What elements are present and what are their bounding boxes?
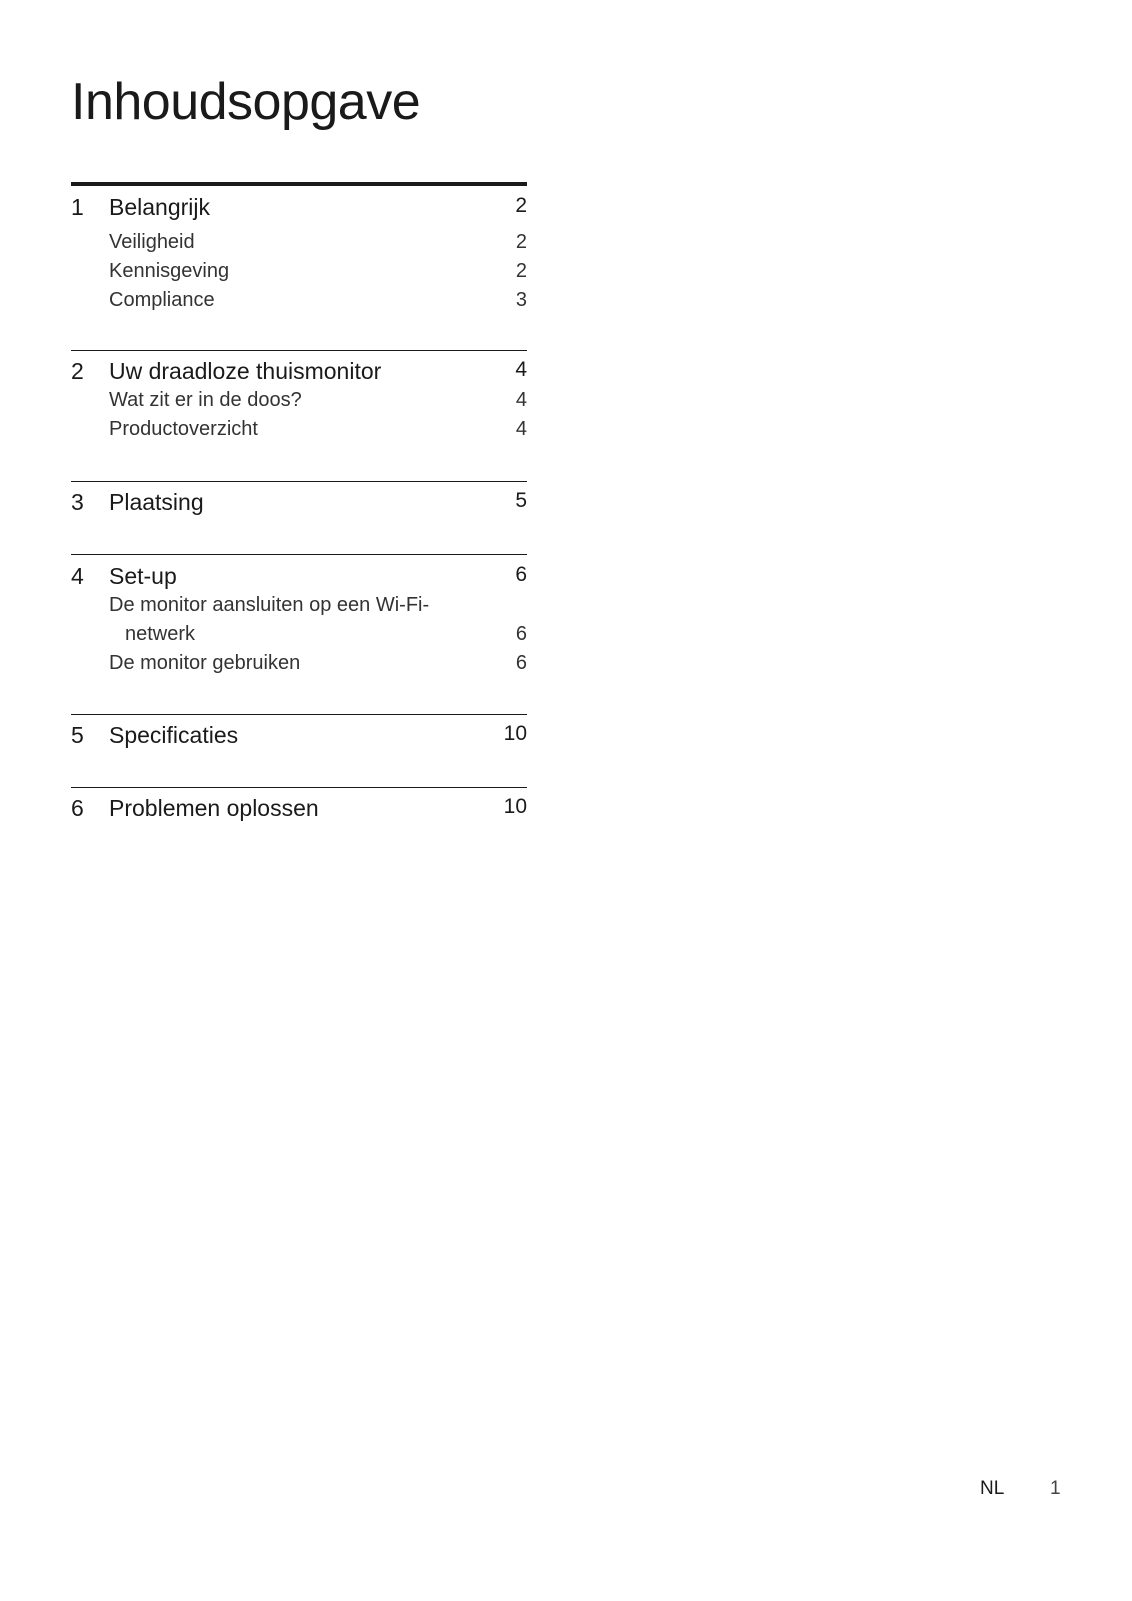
toc-entry-plaatsing[interactable] (71, 489, 527, 519)
section-title: Set-up (109, 563, 177, 589)
toc-section-6 (71, 787, 527, 838)
page-number: 6 (515, 652, 527, 674)
toc-subentry-kennisgeving[interactable] (71, 260, 527, 286)
toc-entry-specificaties[interactable] (71, 722, 527, 752)
subsection-title: De monitor aansluiten op een Wi-Fi- (109, 594, 430, 616)
subsection-title: Productoverzicht (109, 418, 258, 440)
section-number: 4 (71, 563, 84, 589)
toc-section-1 (71, 182, 527, 350)
toc-section-3 (71, 481, 527, 554)
toc-entry-set-up[interactable] (71, 563, 527, 593)
toc-subentry-monitor-aansluiten-wifi[interactable] (71, 594, 527, 650)
page-number: 2 (515, 194, 527, 217)
toc-subentry-veiligheid[interactable] (71, 231, 527, 257)
toc-section-5 (71, 714, 527, 787)
subsection-title: Veiligheid (109, 231, 195, 253)
page-number: 10 (503, 722, 527, 745)
table-of-contents (71, 182, 527, 838)
page-number: 3 (515, 289, 527, 311)
subsection-title-continuation: netwerk (125, 623, 196, 645)
toc-entry-uw-draadloze-thuismonitor[interactable] (71, 358, 527, 388)
subsection-title: De monitor gebruiken (109, 652, 301, 674)
footer-page-number: 1 (1050, 1478, 1061, 1499)
section-number: 5 (71, 722, 84, 748)
toc-subentry-productoverzicht[interactable] (71, 418, 527, 444)
page-number: 4 (515, 389, 527, 411)
toc-subentry-monitor-gebruiken[interactable] (71, 652, 527, 678)
section-title: Specificaties (109, 722, 239, 748)
section-title: Problemen oplossen (109, 795, 319, 821)
page-number: 6 (515, 563, 527, 586)
page-title: Inhoudsopgave (71, 73, 421, 131)
section-number: 6 (71, 795, 84, 821)
toc-subentry-wat-zit-er-in-de-doos[interactable] (71, 389, 527, 415)
page-number: 4 (515, 358, 527, 381)
toc-section-2 (71, 350, 527, 481)
page-number: 2 (515, 231, 527, 253)
section-title: Uw draadloze thuismonitor (109, 358, 382, 384)
subsection-title: Kennisgeving (109, 260, 230, 282)
toc-subentry-compliance[interactable] (71, 289, 527, 315)
subsection-title: Compliance (109, 289, 215, 311)
section-title: Plaatsing (109, 489, 204, 515)
toc-entry-problemen-oplossen[interactable] (71, 795, 527, 825)
page-number: 4 (515, 418, 527, 440)
page-number: 5 (515, 489, 527, 512)
section-number: 3 (71, 489, 84, 515)
toc-section-4 (71, 554, 527, 714)
page-number: 6 (515, 623, 527, 645)
subsection-title: Wat zit er in de doos? (109, 389, 302, 411)
section-number: 2 (71, 358, 84, 384)
toc-entry-belangrijk[interactable] (71, 194, 527, 224)
language-code: NL (980, 1478, 1005, 1499)
page-number: 2 (515, 260, 527, 282)
section-number: 1 (71, 194, 84, 220)
page-number: 10 (503, 795, 527, 818)
section-title: Belangrijk (109, 194, 210, 220)
